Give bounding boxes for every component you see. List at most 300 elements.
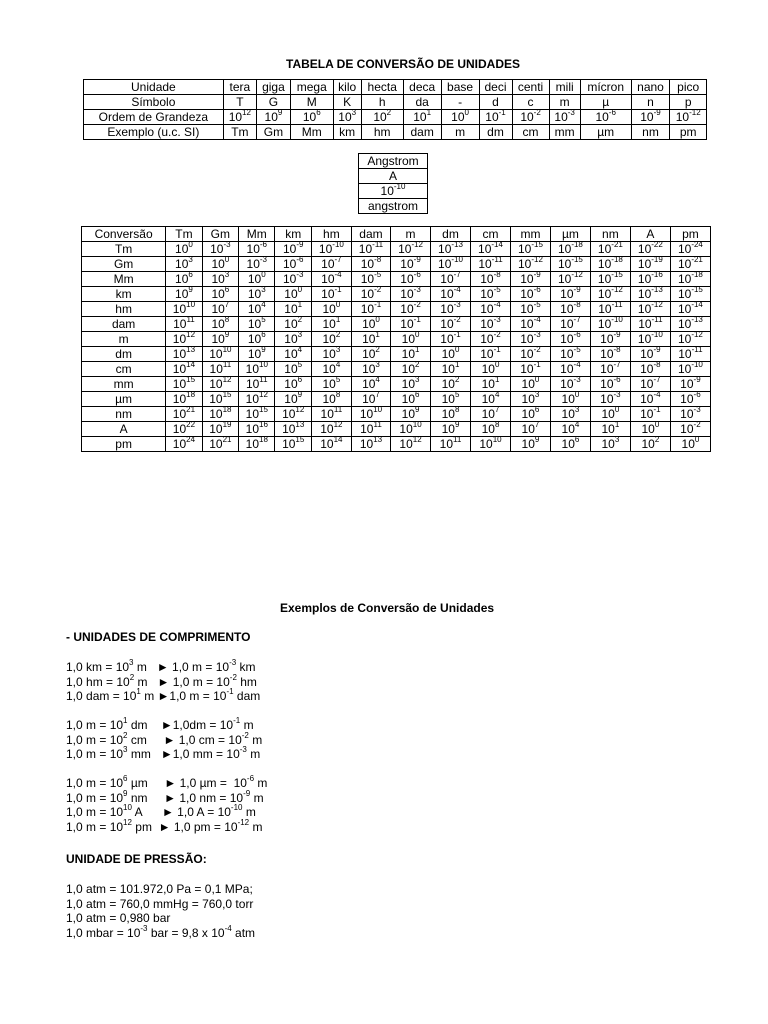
conversion-cell: $10^{12}$: [275, 407, 311, 422]
length-example-line: 1,0 $m = 10^2$ cm ► 1,0 cm = $10^{-2}$ m: [66, 730, 263, 747]
conversion-cell: $10^{-4}$: [311, 272, 351, 287]
conversion-cell: $10^{-2}$: [471, 332, 511, 347]
length-example-line: 1,0 km = $10^3$ m ► 1,0 $m = 10^{-3}$ km: [66, 658, 256, 674]
units-cell: µ: [580, 95, 631, 110]
units-cell: kilo: [333, 80, 361, 95]
length-example-line: 1,0 $m = 10^1$ dm ►1,0dm = $10^{-1}$ m: [66, 716, 254, 732]
units-cell: pm: [670, 125, 707, 140]
conversion-cell: cm: [82, 362, 166, 377]
section-length-heading: - UNIDADES DE COMPRIMENTO: [66, 630, 251, 644]
units-cell: Tm: [223, 125, 256, 140]
conversion-cell: $10^{-9}$: [275, 242, 311, 257]
conversion-cell: $10^{22}$: [166, 422, 202, 437]
conversion-cell: $10^0$: [630, 422, 670, 437]
units-row: [84, 125, 707, 140]
conversion-cell: $10^{21}$: [202, 437, 238, 452]
conversion-cell: $10^{-10}$: [431, 257, 471, 272]
units-cell: $10^{-3}$: [549, 110, 580, 125]
conversion-cell: $10^{13}$: [351, 437, 390, 452]
conversion-cell: $10^3$: [275, 332, 311, 347]
conversion-cell: $10^{-11}$: [471, 257, 511, 272]
units-cell: h: [361, 95, 403, 110]
conversion-cell: $10^{-3}$: [670, 407, 710, 422]
conversion-cell: $10^{-11}$: [670, 347, 710, 362]
units-cell: tera: [223, 80, 256, 95]
units-cell: Símbolo: [84, 95, 224, 110]
conversion-cell: A: [82, 422, 166, 437]
units-cell: $10^{-12}$: [670, 110, 707, 125]
conversion-cell: $10^{-15}$: [590, 272, 630, 287]
conversion-cell: $10^{-6}$: [670, 392, 710, 407]
units-row: [84, 110, 707, 125]
conversion-cell: $10^{-7}$: [630, 377, 670, 392]
conversion-cell: $10^1$: [590, 422, 630, 437]
conversion-cell: dm: [431, 227, 471, 242]
units-cell: m: [549, 95, 580, 110]
conversion-cell: $10^{-13}$: [431, 242, 471, 257]
conversion-cell: $10^{-3}$: [275, 272, 311, 287]
conversion-cell: $10^4$: [311, 362, 351, 377]
conversion-cell: nm: [590, 227, 630, 242]
conversion-table: [81, 226, 711, 452]
conversion-cell: $10^{-10}$: [311, 242, 351, 257]
units-cell: mili: [549, 80, 580, 95]
conversion-cell: dam: [351, 227, 390, 242]
conversion-cell: $10^{-5}$: [471, 287, 511, 302]
units-cell: µm: [580, 125, 631, 140]
page-title: TABELA DE CONVERSÃO DE UNIDADES: [286, 57, 521, 71]
conversion-cell: km: [82, 287, 166, 302]
conversion-cell: $10^{11}$: [311, 407, 351, 422]
conversion-cell: $10^9$: [275, 392, 311, 407]
conversion-cell: $10^{-2}$: [510, 347, 550, 362]
conversion-cell: $10^{-3}$: [550, 377, 590, 392]
conversion-cell: $10^0$: [351, 317, 390, 332]
conversion-cell: $10^{-1}$: [351, 302, 390, 317]
conversion-cell: $10^{12}$: [166, 332, 202, 347]
conversion-cell: $10^4$: [239, 302, 275, 317]
conversion-cell: $10^{-11}$: [590, 302, 630, 317]
conversion-cell: $10^{14}$: [166, 362, 202, 377]
conversion-cell: $10^1$: [471, 377, 511, 392]
conversion-cell: $10^{10}$: [351, 407, 390, 422]
conversion-cell: $10^{-21}$: [670, 257, 710, 272]
conversion-cell: $10^3$: [351, 362, 390, 377]
units-cell: M: [290, 95, 333, 110]
units-cell: $10^{-9}$: [631, 110, 670, 125]
conversion-cell: $10^0$: [590, 407, 630, 422]
units-table: [83, 79, 707, 140]
conversion-cell: Gm: [202, 227, 238, 242]
conversion-cell: $10^8$: [431, 407, 471, 422]
units-cell: km: [333, 125, 361, 140]
conversion-cell: $10^{-16}$: [630, 272, 670, 287]
units-cell: hm: [361, 125, 403, 140]
conversion-cell: $10^{-18}$: [590, 257, 630, 272]
conversion-cell: $10^9$: [391, 407, 431, 422]
conversion-cell: $10^{-2}$: [351, 287, 390, 302]
conversion-cell: $10^{-12}$: [391, 242, 431, 257]
length-example-line: 1,0 $m = 10^6$ µm ► 1,0 $\mu m = 10^{-6}$ m: [66, 774, 268, 790]
conversion-cell: $10^3$: [391, 377, 431, 392]
conversion-cell: $10^{-10}$: [630, 332, 670, 347]
conversion-cell: $10^{-18}$: [550, 242, 590, 257]
conversion-cell: $10^{12}$: [391, 437, 431, 452]
conversion-cell: $10^5$: [431, 392, 471, 407]
conversion-cell: $10^2$: [431, 377, 471, 392]
conversion-cell: hm: [311, 227, 351, 242]
conversion-cell: dm: [82, 347, 166, 362]
conversion-cell: $10^8$: [202, 317, 238, 332]
units-cell: centi: [512, 80, 549, 95]
length-example-line: 1,0 $m = 10^{12}$ pm ► 1,0 pm = $10^{-12}$ m: [66, 817, 263, 834]
conversion-cell: $10^{-6}$: [590, 377, 630, 392]
conversion-cell: $10^3$: [311, 347, 351, 362]
conversion-cell: µm: [550, 227, 590, 242]
conversion-cell: $10^{15}$: [166, 377, 202, 392]
angstrom-cell: $10^{-10}$: [359, 184, 428, 199]
conversion-cell: $10^{-12}$: [550, 272, 590, 287]
conversion-cell: $10^{10}$: [239, 362, 275, 377]
conversion-cell: $10^{15}$: [239, 407, 275, 422]
conversion-cell: $10^{-11}$: [630, 317, 670, 332]
conversion-cell: pm: [670, 227, 710, 242]
units-cell: $10^6$: [290, 110, 333, 125]
conversion-cell: Mm: [82, 272, 166, 287]
conversion-cell: $10^{-3}$: [510, 332, 550, 347]
conversion-cell: $10^{-11}$: [351, 242, 390, 257]
units-cell: nano: [631, 80, 670, 95]
units-cell: dam: [403, 125, 441, 140]
conversion-cell: $10^{-9}$: [550, 287, 590, 302]
conversion-cell: $10^{-5}$: [550, 347, 590, 362]
conversion-cell: $10^{-4}$: [510, 317, 550, 332]
units-cell: p: [670, 95, 707, 110]
units-cell: nm: [631, 125, 670, 140]
angstrom-row: [359, 169, 428, 184]
conversion-cell: $10^{-9}$: [391, 257, 431, 272]
conversion-cell: $10^{10}$: [166, 302, 202, 317]
conversion-cell: $10^{11}$: [166, 317, 202, 332]
conversion-cell: dam: [82, 317, 166, 332]
pressure-example-line: 1,0 atm = 0,980 bar: [66, 911, 171, 925]
angstrom-row: [359, 184, 428, 199]
conversion-cell: $10^{-22}$: [630, 242, 670, 257]
conversion-cell: $10^0$: [431, 347, 471, 362]
conversion-cell: $10^{-2}$: [670, 422, 710, 437]
conversion-cell: $10^{-3}$: [239, 257, 275, 272]
conversion-cell: $10^{-8}$: [630, 362, 670, 377]
conversion-cell: $10^9$: [239, 347, 275, 362]
examples-title: Exemplos de Conversão de Unidades: [280, 601, 495, 615]
conversion-cell: $10^9$: [202, 332, 238, 347]
conversion-cell: $10^7$: [510, 422, 550, 437]
conversion-cell: $10^{-6}$: [239, 242, 275, 257]
conversion-cell: $10^9$: [510, 437, 550, 452]
conversion-cell: $10^{-14}$: [670, 302, 710, 317]
conversion-cell: km: [275, 227, 311, 242]
conversion-cell: $10^6$: [391, 392, 431, 407]
units-cell: deci: [479, 80, 512, 95]
conversion-cell: $10^{16}$: [239, 422, 275, 437]
conversion-cell: $10^4$: [550, 422, 590, 437]
units-cell: d: [479, 95, 512, 110]
conversion-cell: $10^3$: [166, 257, 202, 272]
length-example-line: 1,0 hm = $10^2$ m ► 1,0 $m = 10^{-2}$ hm: [66, 672, 257, 689]
units-cell: base: [441, 80, 479, 95]
conversion-cell: Gm: [82, 257, 166, 272]
units-cell: K: [333, 95, 361, 110]
conversion-cell: $10^{12}$: [202, 377, 238, 392]
conversion-cell: $10^6$: [550, 437, 590, 452]
conversion-cell: $10^0$: [166, 242, 202, 257]
conversion-cell: $10^2$: [351, 347, 390, 362]
conversion-cell: $10^{-1}$: [471, 347, 511, 362]
conversion-cell: $10^{21}$: [166, 407, 202, 422]
conversion-cell: nm: [82, 407, 166, 422]
conversion-cell: $10^{-15}$: [510, 242, 550, 257]
conversion-cell: $10^2$: [311, 332, 351, 347]
conversion-cell: $10^{-9}$: [510, 272, 550, 287]
conversion-cell: $10^{-15}$: [550, 257, 590, 272]
conversion-cell: $10^{-3}$: [202, 242, 238, 257]
conversion-cell: Tm: [82, 242, 166, 257]
conversion-cell: $10^9$: [431, 422, 471, 437]
conversion-cell: $10^{-4}$: [630, 392, 670, 407]
conversion-cell: $10^{19}$: [202, 422, 238, 437]
conversion-cell: $10^{-1}$: [391, 317, 431, 332]
conversion-cell: $10^{13}$: [166, 347, 202, 362]
units-cell: mega: [290, 80, 333, 95]
conversion-cell: $10^{-3}$: [590, 392, 630, 407]
conversion-cell: $10^{24}$: [166, 437, 202, 452]
conversion-cell: $10^0$: [202, 257, 238, 272]
units-cell: mícron: [580, 80, 631, 95]
units-cell: m: [441, 125, 479, 140]
conversion-cell: $10^{-1}$: [630, 407, 670, 422]
conversion-cell: A: [630, 227, 670, 242]
units-cell: deca: [403, 80, 441, 95]
conversion-cell: $10^2$: [630, 437, 670, 452]
conversion-cell: $10^{-7}$: [431, 272, 471, 287]
conversion-cell: $10^5$: [311, 377, 351, 392]
conversion-cell: $10^{-15}$: [670, 287, 710, 302]
conversion-cell: $10^{-9}$: [670, 377, 710, 392]
conversion-cell: $10^{-7}$: [311, 257, 351, 272]
units-cell: c: [512, 95, 549, 110]
conversion-cell: $10^0$: [239, 272, 275, 287]
units-cell: $10^0$: [441, 110, 479, 125]
conversion-cell: $10^{-6}$: [391, 272, 431, 287]
conversion-cell: $10^{-8}$: [471, 272, 511, 287]
conversion-cell: $10^{-9}$: [630, 347, 670, 362]
conversion-cell: $10^{12}$: [239, 392, 275, 407]
conversion-cell: $10^4$: [275, 347, 311, 362]
units-cell: hecta: [361, 80, 403, 95]
conversion-cell: $10^{-10}$: [590, 317, 630, 332]
conversion-cell: m: [82, 332, 166, 347]
conversion-cell: $10^{11}$: [202, 362, 238, 377]
conversion-cell: $10^8$: [311, 392, 351, 407]
conversion-cell: $10^{-1}$: [510, 362, 550, 377]
units-cell: -: [441, 95, 479, 110]
conversion-cell: $10^1$: [275, 302, 311, 317]
conversion-cell: $10^{14}$: [311, 437, 351, 452]
conversion-cell: $10^7$: [351, 392, 390, 407]
conversion-cell: $10^{-21}$: [590, 242, 630, 257]
units-cell: $10^2$: [361, 110, 403, 125]
conversion-cell: $10^{-24}$: [670, 242, 710, 257]
conversion-cell: $10^{-8}$: [590, 347, 630, 362]
angstrom-row: [359, 154, 428, 169]
units-cell: $10^{-1}$: [479, 110, 512, 125]
units-cell: $10^3$: [333, 110, 361, 125]
conversion-cell: $10^{15}$: [275, 437, 311, 452]
conversion-cell: $10^{-8}$: [351, 257, 390, 272]
conversion-cell: $10^{12}$: [311, 422, 351, 437]
conversion-cell: $10^0$: [670, 437, 710, 452]
conversion-cell: $10^4$: [351, 377, 390, 392]
conversion-cell: $10^{-3}$: [431, 302, 471, 317]
conversion-cell: $10^{-4}$: [431, 287, 471, 302]
conversion-cell: $10^0$: [311, 302, 351, 317]
conversion-cell: $10^{-3}$: [391, 287, 431, 302]
conversion-cell: $10^{11}$: [431, 437, 471, 452]
units-cell: Mm: [290, 125, 333, 140]
conversion-cell: $10^{-19}$: [630, 257, 670, 272]
conversion-cell: $10^{-12}$: [590, 287, 630, 302]
conversion-cell: $10^4$: [471, 392, 511, 407]
length-example-line: 1,0 $m = 10^3$ mm ►1,0 mm = $10^{-3}$ m: [66, 745, 261, 761]
conversion-cell: $10^5$: [275, 362, 311, 377]
units-cell: n: [631, 95, 670, 110]
units-cell: $10^{12}$: [223, 110, 256, 125]
conversion-cell: $10^{11}$: [351, 422, 390, 437]
pressure-example-line: 1,0 atm = 101.972,0 Pa = 0,1 MPa;: [66, 882, 253, 896]
conversion-cell: $10^3$: [202, 272, 238, 287]
units-cell: G: [257, 95, 291, 110]
units-cell: Ordem de Grandeza: [84, 110, 224, 125]
conversion-cell: $10^7$: [471, 407, 511, 422]
conversion-cell: $10^3$: [550, 407, 590, 422]
conversion-cell: $10^{-10}$: [670, 362, 710, 377]
angstrom-cell: Angstrom: [359, 154, 428, 169]
conversion-cell: $10^{-8}$: [550, 302, 590, 317]
conversion-cell: $10^6$: [510, 407, 550, 422]
units-cell: Gm: [257, 125, 291, 140]
conversion-cell: $10^{-6}$: [275, 257, 311, 272]
conversion-cell: $10^{-13}$: [630, 287, 670, 302]
units-cell: Exemplo (u.c. SI): [84, 125, 224, 140]
conversion-cell: $10^{10}$: [202, 347, 238, 362]
conversion-cell: $10^{13}$: [275, 422, 311, 437]
conversion-cell: pm: [82, 437, 166, 452]
conversion-cell: $10^{-7}$: [550, 317, 590, 332]
conversion-cell: $10^9$: [166, 287, 202, 302]
conversion-cell: $10^3$: [590, 437, 630, 452]
conversion-cell: $10^7$: [202, 302, 238, 317]
conversion-cell: $10^{-6}$: [510, 287, 550, 302]
conversion-cell: $10^{18}$: [166, 392, 202, 407]
conversion-cell: $10^0$: [550, 392, 590, 407]
section-pressure-heading: UNIDADE DE PRESSÃO:: [66, 852, 207, 866]
conversion-cell: $10^0$: [391, 332, 431, 347]
conversion-cell: $10^{10}$: [391, 422, 431, 437]
angstrom-cell: A: [359, 169, 428, 184]
conversion-cell: hm: [82, 302, 166, 317]
conversion-cell: $10^{-12}$: [670, 332, 710, 347]
conversion-cell: $10^{11}$: [239, 377, 275, 392]
conversion-cell: $10^2$: [275, 317, 311, 332]
units-cell: $10^{-2}$: [512, 110, 549, 125]
conversion-cell: $10^{-5}$: [510, 302, 550, 317]
conversion-cell: $10^6$: [166, 272, 202, 287]
conversion-cell: $10^6$: [275, 377, 311, 392]
conversion-cell: $10^1$: [391, 347, 431, 362]
conversion-cell: $10^5$: [239, 317, 275, 332]
length-example-line: 1,0 $m = 10^{10}$ A ► 1,0 $A = 10^{-10}$ m: [66, 803, 256, 819]
conversion-cell: $10^{10}$: [471, 437, 511, 452]
conversion-cell: $10^{-12}$: [510, 257, 550, 272]
conversion-cell: $10^{-5}$: [351, 272, 390, 287]
conversion-cell: $10^{-12}$: [630, 302, 670, 317]
units-cell: Unidade: [84, 80, 224, 95]
conversion-cell: m: [391, 227, 431, 242]
conversion-cell: µm: [82, 392, 166, 407]
conversion-cell: $10^1$: [431, 362, 471, 377]
angstrom-row: [359, 199, 428, 214]
units-cell: da: [403, 95, 441, 110]
units-row: [84, 80, 707, 95]
conversion-cell: $10^{-9}$: [590, 332, 630, 347]
conversion-cell: $10^{-1}$: [311, 287, 351, 302]
conversion-cell: $10^{18}$: [239, 437, 275, 452]
angstrom-table: [358, 153, 428, 214]
angstrom-cell: angstrom: [359, 199, 428, 214]
conversion-cell: $10^0$: [275, 287, 311, 302]
conversion-cell: $10^1$: [351, 332, 390, 347]
conversion-cell: $10^2$: [391, 362, 431, 377]
conversion-cell: cm: [471, 227, 511, 242]
conversion-cell: $10^6$: [239, 332, 275, 347]
conversion-cell: $10^{15}$: [202, 392, 238, 407]
conversion-cell: mm: [510, 227, 550, 242]
conversion-cell: $10^{-14}$: [471, 242, 511, 257]
units-cell: $10^9$: [257, 110, 291, 125]
conversion-cell: $10^{-2}$: [431, 317, 471, 332]
conversion-cell: $10^8$: [471, 422, 511, 437]
conversion-cell: $10^3$: [239, 287, 275, 302]
conversion-cell: $10^{-4}$: [550, 362, 590, 377]
conversion-cell: $10^{-1}$: [431, 332, 471, 347]
units-cell: mm: [549, 125, 580, 140]
conversion-cell: $10^{-7}$: [590, 362, 630, 377]
conversion-cell: Conversão: [82, 227, 166, 242]
units-cell: T: [223, 95, 256, 110]
conversion-cell: $10^{18}$: [202, 407, 238, 422]
conversion-cell: $10^3$: [510, 392, 550, 407]
conversion-cell: $10^{-4}$: [471, 302, 511, 317]
conversion-cell: Tm: [166, 227, 202, 242]
conversion-cell: $10^{-2}$: [391, 302, 431, 317]
conversion-cell: $10^{-18}$: [670, 272, 710, 287]
length-example-line: 1,0 $m = 10^9$ nm ► 1,0 nm = $10^{-9}$ m: [66, 788, 264, 805]
units-cell: dm: [479, 125, 512, 140]
units-cell: cm: [512, 125, 549, 140]
conversion-cell: $10^6$: [202, 287, 238, 302]
conversion-cell: $10^{-13}$: [670, 317, 710, 332]
conversion-cell: $10^1$: [311, 317, 351, 332]
